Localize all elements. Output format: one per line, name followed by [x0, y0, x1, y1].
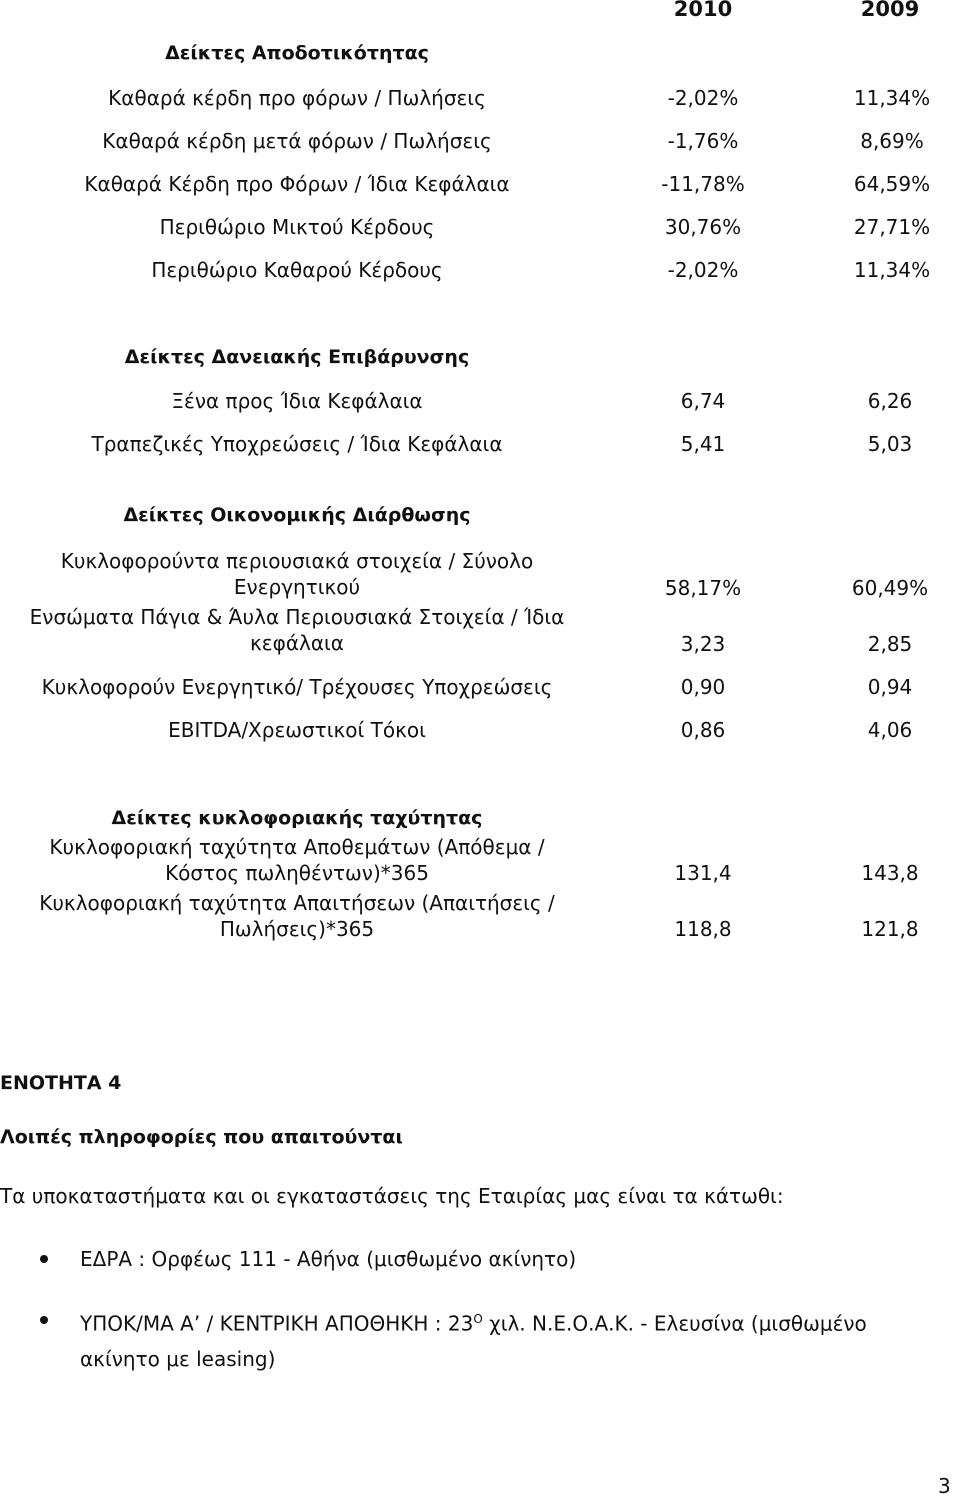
table-row-label: Ενσώματα Πάγια & Άυλα Περιουσιακά Στοιχεία / Ίδια — [29, 605, 565, 629]
table-cell-2010: -11,78% — [661, 172, 745, 196]
table-row-label: Κυκλοφορούν Ενεργητικό/ Τρέχουσες Υποχρεώσεις — [41, 675, 553, 699]
table-row-label: Καθαρά Κέρδη προ Φόρων / Ίδια Κεφάλαια — [84, 172, 510, 196]
table-row-label-cont: Κόστος πωληθέντων)*365 — [165, 861, 429, 885]
table-cell-2009: 6,26 — [867, 389, 913, 413]
table-row-label-cont: Πωλήσεις)*365 — [219, 917, 375, 941]
table-row-label: Ξένα προς Ίδια Κεφάλαια — [171, 389, 423, 413]
section-title-profitability: Δείκτες Αποδοτικότητας — [165, 42, 429, 64]
table-row-label-cont: Ενεργητικού — [233, 575, 361, 599]
table-cell-2009: 121,8 — [861, 917, 919, 941]
table-row-label: Καθαρά κέρδη προ φόρων / Πωλήσεις — [108, 86, 486, 110]
table-cell-2009: 11,34% — [853, 86, 931, 110]
table-row-label-cont: κεφάλαια — [250, 631, 344, 655]
table-cell-2010: 58,17% — [664, 576, 742, 600]
table-row-label: Περιθώριο Καθαρού Κέρδους — [151, 258, 443, 282]
table-row-label: Περιθώριο Μικτού Κέρδους — [159, 215, 435, 239]
table-row-label: Κυκλοφοριακή ταχύτητα Αποθεμάτων (Απόθεμα / — [49, 835, 545, 859]
table-row-label: Κυκλοφοριακή ταχύτητα Απαιτήσεων (Απαιτήσεις / — [39, 891, 555, 915]
section-subheading: Λοιπές πληροφορίες που απαιτούνται — [0, 1126, 403, 1148]
list-item: ΕΔΡΑ : Ορφέως 111 - Αθήνα (μισθωμένο ακίνητο) — [80, 1247, 577, 1271]
table-cell-2009: 11,34% — [853, 258, 931, 282]
table-row-label: Καθαρά κέρδη μετά φόρων / Πωλήσεις — [102, 129, 492, 153]
table-cell-2010: 0,86 — [680, 718, 726, 742]
table-cell-2010: 30,76% — [664, 215, 742, 239]
column-header-2010: 2010 — [673, 0, 733, 21]
table-cell-2010: 118,8 — [674, 917, 732, 941]
table-cell-2009: 143,8 — [861, 861, 919, 885]
section-title-turnover: Δείκτες κυκλοφοριακής ταχύτητας — [111, 807, 483, 829]
table-cell-2009: 60,49% — [851, 576, 929, 600]
list-item-text: ΥΠΟΚ/ΜΑ Α’ / ΚΕΝΤΡΙΚΗ ΑΠΟΘΗΚΗ : 23 — [80, 1311, 474, 1336]
table-cell-2009: 0,94 — [867, 675, 913, 699]
column-header-2009: 2009 — [860, 0, 920, 21]
table-cell-2009: 2,85 — [867, 632, 913, 656]
page-number: 3 — [938, 1474, 951, 1498]
table-cell-2009: 64,59% — [853, 172, 931, 196]
table-cell-2010: -2,02% — [667, 86, 739, 110]
table-cell-2010: 3,23 — [680, 632, 726, 656]
table-row-label: Τραπεζικές Υποχρεώσεις / Ίδια Κεφάλαια — [91, 432, 503, 456]
table-cell-2009: 8,69% — [860, 129, 924, 153]
table-cell-2010: 6,74 — [680, 389, 726, 413]
table-cell-2010: 0,90 — [680, 675, 726, 699]
intro-paragraph: Τα υποκαταστήματα και οι εγκαταστάσεις της Εταιρίας μας είναι τα κάτωθι: — [0, 1184, 784, 1208]
superscript: Ο — [473, 1312, 483, 1326]
section-title-structure: Δείκτες Οικονομικής Διάρθωσης — [123, 504, 471, 526]
section-title-leverage: Δείκτες Δανειακής Επιβάρυνσης — [124, 346, 470, 368]
table-cell-2009: 27,71% — [853, 215, 931, 239]
table-cell-2010: -2,02% — [667, 258, 739, 282]
bullet-icon — [40, 1316, 48, 1324]
list-item-line2: ακίνητο με leasing) — [80, 1347, 276, 1371]
table-row-label: Κυκλοφορούντα περιουσιακά στοιχεία / Σύνολο — [60, 549, 534, 573]
list-item-text-cont: χιλ. Ν.Ε.Ο.Α.Κ. - Ελευσίνα (μισθωμένο — [482, 1311, 867, 1336]
table-cell-2010: 5,41 — [680, 432, 726, 456]
section-heading: ΕΝΟΤΗΤΑ 4 — [0, 1072, 122, 1094]
table-cell-2010: -1,76% — [667, 129, 739, 153]
table-cell-2009: 4,06 — [867, 718, 913, 742]
table-cell-2009: 5,03 — [867, 432, 913, 456]
bullet-icon — [40, 1255, 48, 1263]
list-item — [80, 1307, 867, 1336]
table-cell-2010: 131,4 — [674, 861, 732, 885]
table-row-label: EBITDA/Χρεωστικοί Τόκοι — [168, 718, 426, 742]
